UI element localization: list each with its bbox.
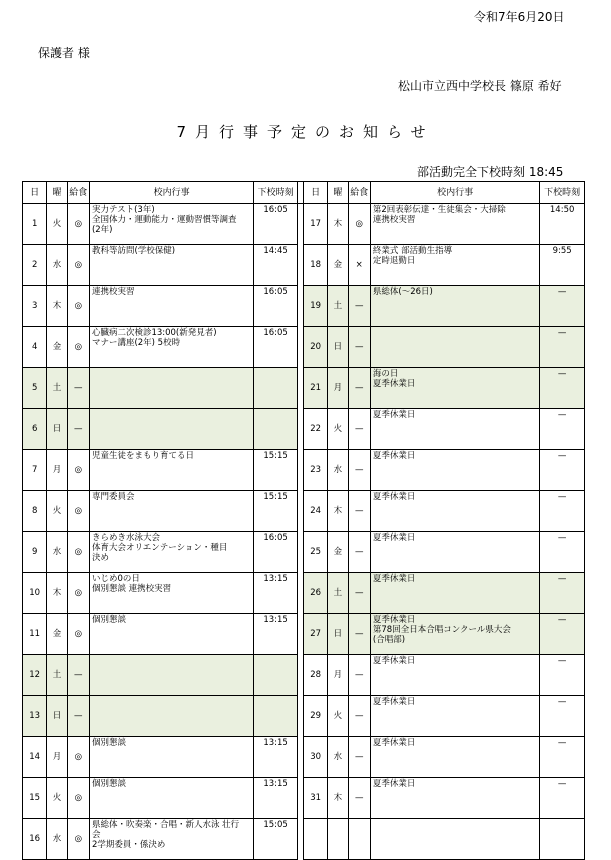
cell-event: 夏季休業日 第78回全日本合唱コンクール県大会 (合唱部): [370, 614, 539, 655]
cell-dow: 木: [47, 286, 67, 327]
cell-lunch: —: [348, 450, 370, 491]
table-row: [23, 737, 585, 778]
cell-lunch: ◎: [67, 286, 89, 327]
cell-dismissal-time: —: [540, 532, 585, 573]
table-row: [23, 614, 585, 655]
cell-event: 県総体・吹奏楽・合唱・新人水泳 壮行 会 2学期委員・係決め: [89, 819, 253, 860]
cell-event: きらめき水泳大会 体育大会オリエンテーション・種目 決め: [89, 532, 253, 573]
cell-lunch: ◎: [67, 819, 89, 860]
cell-day: 23: [303, 450, 327, 491]
cell-dow: 木: [328, 204, 348, 245]
cell-lunch: —: [67, 409, 89, 450]
cell-day: 28: [303, 655, 327, 696]
cell-dow: 木: [47, 573, 67, 614]
header-day: 日: [303, 182, 327, 204]
header-lunch: 給食: [348, 182, 370, 204]
document-date: 令和7年6月20日: [474, 10, 565, 24]
cell-day: 4: [23, 327, 47, 368]
cell-day: [303, 819, 327, 860]
addressee: 保護者 様: [38, 46, 90, 60]
cell-dismissal-time: 9:55: [540, 245, 585, 286]
cell-day: 7: [23, 450, 47, 491]
cell-dow: 木: [328, 778, 348, 819]
cell-day: 20: [303, 327, 327, 368]
cell-dismissal-time: 15:05: [254, 819, 298, 860]
cell-lunch: —: [348, 573, 370, 614]
cell-dow: 月: [328, 655, 348, 696]
cell-lunch: —: [348, 696, 370, 737]
cell-event: 夏季休業日: [370, 655, 539, 696]
cell-event: 教科等訪問(学校保健): [89, 245, 253, 286]
cell-lunch: ◎: [67, 491, 89, 532]
cell-lunch: ◎: [67, 245, 89, 286]
cell-dow: 土: [47, 655, 67, 696]
cell-day: 22: [303, 409, 327, 450]
cell-dismissal-time: 15:15: [254, 491, 298, 532]
cell-event: 県総体(〜26日): [370, 286, 539, 327]
cell-lunch: ◎: [348, 204, 370, 245]
cell-event: [370, 819, 539, 860]
header-row: [23, 182, 585, 204]
cell-day: 12: [23, 655, 47, 696]
cell-event: 夏季休業日: [370, 573, 539, 614]
cell-dow: 水: [47, 819, 67, 860]
cell-day: 31: [303, 778, 327, 819]
cell-dow: 金: [328, 532, 348, 573]
cell-event: 海の日 夏季休業日: [370, 368, 539, 409]
cell-event: 夏季休業日: [370, 491, 539, 532]
header-event: 校内行事: [89, 182, 253, 204]
cell-dismissal-time: 13:15: [254, 778, 298, 819]
cell-day: 13: [23, 696, 47, 737]
cell-dismissal-time: —: [540, 327, 585, 368]
header-lunch: 給食: [67, 182, 89, 204]
cell-day: 24: [303, 491, 327, 532]
cell-lunch: —: [348, 737, 370, 778]
cell-lunch: ◎: [67, 532, 89, 573]
cell-lunch: —: [67, 696, 89, 737]
cell-event: 第2回表彰伝達・生徒集会・大掃除 連携校実習: [370, 204, 539, 245]
header-day: 日: [23, 182, 47, 204]
sender-principal: 松山市立西中学校長 篠原 希好: [398, 79, 562, 93]
cell-event: [89, 696, 253, 737]
cell-day: 26: [303, 573, 327, 614]
cell-dismissal-time: [254, 655, 298, 696]
cell-day: 14: [23, 737, 47, 778]
header-time: 下校時刻: [254, 182, 298, 204]
table-row: [23, 532, 585, 573]
cell-event: 夏季休業日: [370, 532, 539, 573]
table-row: [23, 286, 585, 327]
cell-dismissal-time: [254, 409, 298, 450]
cell-lunch: —: [348, 532, 370, 573]
header-event: 校内行事: [370, 182, 539, 204]
cell-dow: 水: [47, 245, 67, 286]
cell-dow: 日: [328, 614, 348, 655]
cell-dismissal-time: 16:05: [254, 327, 298, 368]
cell-dow: 火: [328, 696, 348, 737]
cell-dismissal-time: 14:45: [254, 245, 298, 286]
cell-day: 11: [23, 614, 47, 655]
header-time: 下校時刻: [540, 182, 585, 204]
cell-event: 夏季休業日: [370, 409, 539, 450]
cell-day: 19: [303, 286, 327, 327]
cell-lunch: ◎: [67, 204, 89, 245]
cell-lunch: —: [348, 655, 370, 696]
cell-day: 16: [23, 819, 47, 860]
cell-dismissal-time: —: [540, 778, 585, 819]
cell-dow: 日: [47, 696, 67, 737]
cell-day: 29: [303, 696, 327, 737]
cell-dismissal-time: —: [540, 737, 585, 778]
cell-lunch: ◎: [67, 737, 89, 778]
cell-dismissal-time: 16:05: [254, 204, 298, 245]
cell-day: 10: [23, 573, 47, 614]
schedule-table: [22, 181, 585, 860]
cell-lunch: ×: [348, 245, 370, 286]
cell-day: 27: [303, 614, 327, 655]
cell-dismissal-time: [540, 819, 585, 860]
cell-dow: 火: [47, 204, 67, 245]
cell-dismissal-time: 13:15: [254, 737, 298, 778]
cell-dow: 月: [328, 368, 348, 409]
cell-lunch: ◎: [67, 614, 89, 655]
cell-dow: 火: [47, 491, 67, 532]
cell-day: 6: [23, 409, 47, 450]
cell-event: [89, 409, 253, 450]
cell-dow: 土: [328, 286, 348, 327]
table-row: [23, 778, 585, 819]
cell-dismissal-time: 16:05: [254, 286, 298, 327]
cell-dismissal-time: —: [540, 286, 585, 327]
cell-dismissal-time: —: [540, 573, 585, 614]
cell-day: 30: [303, 737, 327, 778]
club-end-time: 部活動完全下校時刻 18:45: [417, 165, 564, 179]
cell-dismissal-time: 13:15: [254, 614, 298, 655]
cell-dismissal-time: 14:50: [540, 204, 585, 245]
cell-day: 9: [23, 532, 47, 573]
cell-day: 21: [303, 368, 327, 409]
table-row: [23, 204, 585, 245]
table-row: [23, 819, 585, 860]
cell-event: 夏季休業日: [370, 696, 539, 737]
cell-dow: [328, 819, 348, 860]
cell-day: 5: [23, 368, 47, 409]
cell-event: 終業式 部活動生指導 定時退勤日: [370, 245, 539, 286]
header-dow: 曜: [47, 182, 67, 204]
cell-day: 3: [23, 286, 47, 327]
cell-event: 夏季休業日: [370, 778, 539, 819]
cell-dow: 月: [47, 450, 67, 491]
cell-dow: 金: [47, 614, 67, 655]
cell-event: 実力テスト(3年) 全国体力・運動能力・運動習慣等調査 (2年): [89, 204, 253, 245]
cell-dow: 金: [328, 245, 348, 286]
table-row: [23, 573, 585, 614]
cell-event: 心臓病二次検診13:00(新発見者) マナー講座(2年) 5校時: [89, 327, 253, 368]
cell-dismissal-time: 15:15: [254, 450, 298, 491]
cell-event: [89, 655, 253, 696]
cell-lunch: —: [348, 491, 370, 532]
cell-event: 個別懇談: [89, 614, 253, 655]
cell-dow: 土: [47, 368, 67, 409]
cell-dow: 火: [328, 409, 348, 450]
cell-lunch: —: [348, 409, 370, 450]
cell-dow: 水: [47, 532, 67, 573]
cell-event: 個別懇談: [89, 737, 253, 778]
cell-day: 18: [303, 245, 327, 286]
cell-lunch: —: [348, 778, 370, 819]
cell-day: 2: [23, 245, 47, 286]
cell-dow: 日: [328, 327, 348, 368]
cell-lunch: [348, 819, 370, 860]
table-row: [23, 696, 585, 737]
cell-lunch: —: [348, 368, 370, 409]
cell-event: 連携校実習: [89, 286, 253, 327]
cell-dow: 水: [328, 450, 348, 491]
cell-lunch: ◎: [67, 450, 89, 491]
cell-dismissal-time: —: [540, 696, 585, 737]
cell-event: [370, 327, 539, 368]
cell-day: 8: [23, 491, 47, 532]
cell-dismissal-time: —: [540, 614, 585, 655]
cell-day: 15: [23, 778, 47, 819]
cell-dow: 土: [328, 573, 348, 614]
cell-dow: 月: [47, 737, 67, 778]
cell-lunch: —: [67, 655, 89, 696]
cell-lunch: ◎: [67, 778, 89, 819]
table-row: [23, 327, 585, 368]
cell-dow: 金: [47, 327, 67, 368]
cell-event: 個別懇談: [89, 778, 253, 819]
cell-lunch: —: [348, 327, 370, 368]
cell-dow: 火: [47, 778, 67, 819]
cell-dismissal-time: —: [540, 450, 585, 491]
cell-lunch: —: [348, 614, 370, 655]
table-row: [23, 450, 585, 491]
cell-day: 25: [303, 532, 327, 573]
page-title: 7月行事予定のお知らせ: [176, 123, 435, 141]
cell-day: 1: [23, 204, 47, 245]
cell-dismissal-time: 16:05: [254, 532, 298, 573]
table-row: [23, 245, 585, 286]
cell-event: 夏季休業日: [370, 737, 539, 778]
table-row: [23, 368, 585, 409]
header-dow: 曜: [328, 182, 348, 204]
cell-event: 専門委員会: [89, 491, 253, 532]
cell-dismissal-time: [254, 696, 298, 737]
cell-lunch: ◎: [67, 327, 89, 368]
cell-day: 17: [303, 204, 327, 245]
cell-event: 夏季休業日: [370, 450, 539, 491]
cell-dismissal-time: —: [540, 368, 585, 409]
cell-event: [89, 368, 253, 409]
cell-dismissal-time: —: [540, 409, 585, 450]
cell-lunch: ◎: [67, 573, 89, 614]
table-row: [23, 491, 585, 532]
cell-dow: 日: [47, 409, 67, 450]
cell-dow: 水: [328, 737, 348, 778]
cell-dismissal-time: [254, 368, 298, 409]
table-row: [23, 655, 585, 696]
cell-dismissal-time: —: [540, 491, 585, 532]
table-row: [23, 409, 585, 450]
cell-lunch: —: [67, 368, 89, 409]
cell-dismissal-time: —: [540, 655, 585, 696]
cell-event: 児童生徒をまもり育てる日: [89, 450, 253, 491]
cell-event: いじめ0の日 個別懇談 連携校実習: [89, 573, 253, 614]
cell-dismissal-time: 13:15: [254, 573, 298, 614]
cell-dow: 木: [328, 491, 348, 532]
cell-lunch: —: [348, 286, 370, 327]
